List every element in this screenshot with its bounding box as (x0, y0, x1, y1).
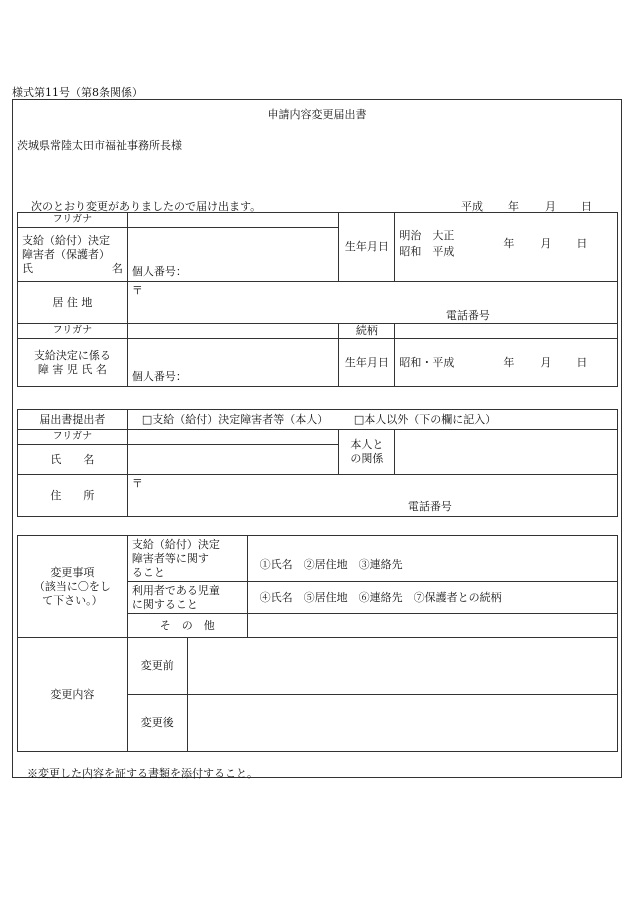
change-content-label: 変更内容 (18, 638, 128, 752)
footnote: ※変更した内容を証する書類を添付すること。 (27, 767, 258, 780)
before-field[interactable] (187, 638, 617, 695)
submitter-table (17, 409, 618, 517)
address-label: 居 住 地 (18, 282, 128, 324)
label-line-3b: 名 (111, 261, 123, 275)
child-era: 昭和・平成 (399, 356, 455, 369)
change-item-2: （該当に〇をし (33, 579, 111, 593)
option-other[interactable]: □本人以外（下の欄に記入） (353, 413, 497, 426)
relation-line-1: 本人と (350, 438, 384, 451)
child-day: 日 (576, 356, 588, 369)
id-label: 個人番号： (131, 265, 187, 278)
child-birth-field[interactable] (395, 339, 618, 387)
child-furigana-label: フリガナ (18, 324, 128, 339)
change-table (17, 535, 618, 752)
relationship-label (339, 430, 395, 475)
relationship-field[interactable] (395, 430, 618, 475)
change-item-3: て下さい。） (42, 593, 103, 607)
child-furigana-field[interactable] (127, 324, 339, 339)
child-label-2: 障 害 児 氏 名 (37, 362, 107, 376)
label-line-3a: 氏 (22, 261, 33, 275)
cat2-line-2: に関すること (131, 597, 198, 611)
category-applicant-options[interactable]: ①氏名 ②居住地 ③連絡先 (247, 536, 617, 582)
child-month: 月 (540, 356, 552, 369)
address-field[interactable] (127, 282, 617, 324)
label-line-1: 支給（給付）決定 (22, 233, 110, 247)
date-year: 年 (508, 200, 519, 213)
date-month: 月 (545, 200, 556, 213)
applicant-name-field[interactable] (127, 228, 339, 282)
applicant-table (17, 212, 618, 387)
submitter-label: 届出書提出者 (18, 410, 128, 430)
category-other-field[interactable] (247, 614, 617, 638)
cat1-line-1: 支給（給付）決定 (131, 537, 220, 551)
addressee: 茨城県常陸太田市福祉事務所長様 (17, 139, 182, 152)
furigana-field[interactable] (127, 213, 339, 228)
before-label: 変更前 (127, 638, 187, 695)
birth-field[interactable] (395, 213, 618, 282)
category-child-options[interactable]: ④氏名 ⑤居住地 ⑥連絡先 ⑦保護者との続柄 (247, 582, 617, 614)
submitter-options (127, 410, 617, 430)
submitter-furigana-field[interactable] (127, 430, 339, 445)
birth-day: 日 (576, 237, 588, 250)
submitter-phone: 電話番号 (407, 500, 452, 513)
furigana-label: フリガナ (18, 213, 128, 228)
cat1-line-3: ること (131, 565, 165, 579)
relation-label: 続柄 (339, 324, 395, 339)
after-field[interactable] (187, 695, 617, 752)
change-item-label (18, 536, 128, 638)
submitter-name-label: 氏 名 (18, 445, 128, 475)
category-child (127, 582, 247, 614)
category-applicant (127, 536, 247, 582)
relation-line-2: の関係 (350, 452, 384, 465)
child-label-1: 支給決定に係る (33, 348, 111, 362)
form-title: 申請内容変更届出書 (267, 108, 367, 121)
submitter-furigana-label: フリガナ (18, 430, 128, 445)
option-self[interactable]: □支給（給付）決定障害者等（本人） (141, 413, 329, 426)
form-frame (12, 99, 622, 778)
child-name-label (18, 339, 128, 387)
child-year: 年 (503, 356, 515, 369)
change-item-1: 変更事項 (50, 565, 95, 579)
postal-mark: 〒 (131, 284, 143, 297)
cat2-line-1: 利用者である児童 (131, 583, 220, 597)
child-birth-label: 生年月日 (339, 339, 395, 387)
date-day: 日 (581, 200, 592, 213)
category-other: そ の 他 (127, 614, 247, 638)
form-code: 様式第11号（第8条関係） (12, 86, 143, 99)
applicant-name-label (18, 228, 128, 282)
cat1-line-2: 障害者等に関す (131, 551, 209, 565)
submitter-name-field[interactable] (127, 445, 339, 475)
birth-year: 年 (503, 237, 515, 250)
submitter-postal: 〒 (131, 477, 143, 490)
era-line-2: 昭和 平成 (399, 245, 455, 258)
child-name-field[interactable] (127, 339, 339, 387)
child-id-label: 個人番号： (131, 370, 187, 383)
submitter-address-field[interactable] (127, 475, 617, 517)
relation-field[interactable] (395, 324, 618, 339)
intro-text: 次のとおり変更がありましたので届け出ます。 (31, 200, 262, 213)
era-line-1: 明治 大正 (399, 229, 455, 242)
date-era: 平成 (461, 200, 483, 213)
birth-label: 生年月日 (339, 213, 395, 282)
after-label: 変更後 (127, 695, 187, 752)
label-line-2: 障害者（保護者） (22, 247, 110, 261)
phone-label: 電話番号 (445, 309, 490, 322)
submitter-address-label: 住 所 (18, 475, 128, 517)
birth-month: 月 (540, 237, 552, 250)
